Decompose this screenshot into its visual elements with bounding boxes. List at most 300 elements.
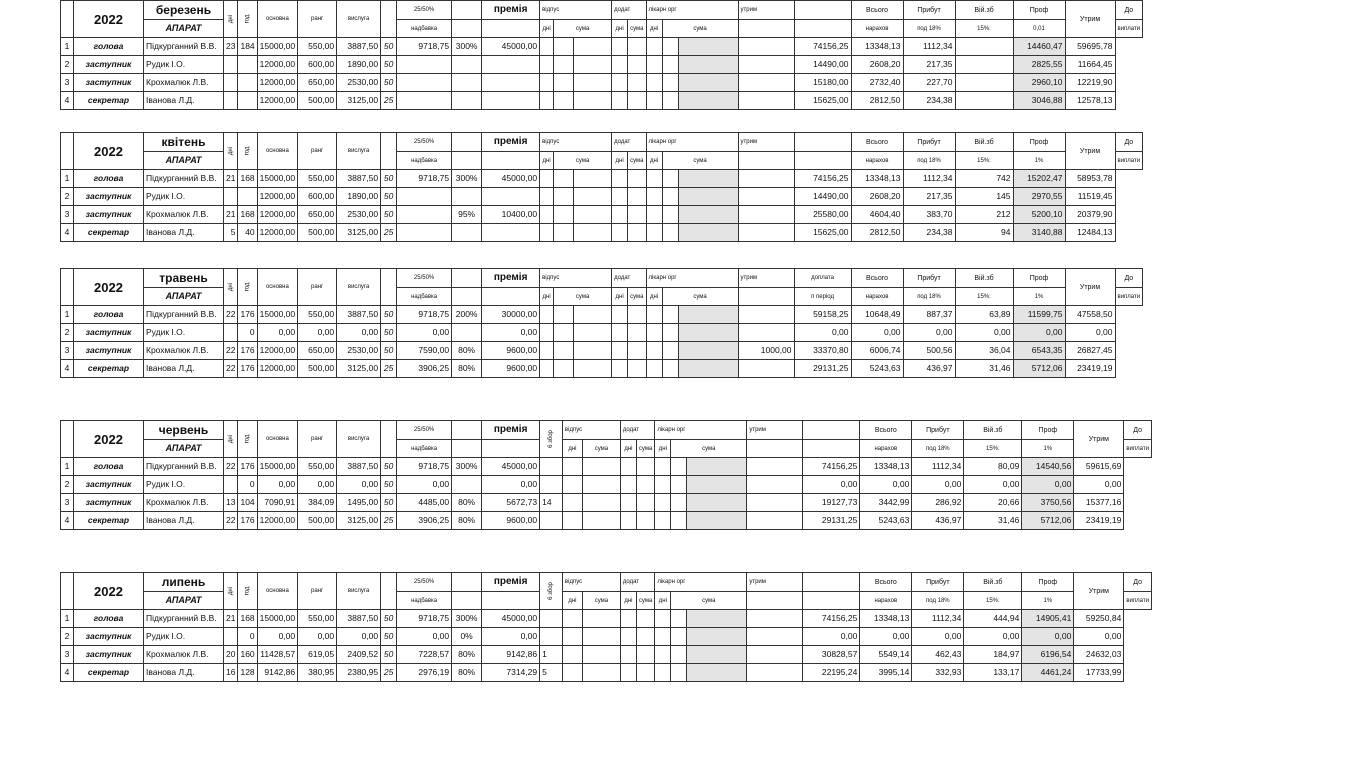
deduction <box>678 56 738 74</box>
sick-sum-header: сума <box>662 152 738 170</box>
employee-name: Підкурганний В.В. <box>144 610 224 628</box>
row-number: 4 <box>61 92 74 110</box>
pct15-header: 15%: <box>955 288 1013 306</box>
rank-pay: 500,00 <box>298 512 337 530</box>
six-zbor-value <box>540 512 563 530</box>
apparatus-label: АПАРАТ <box>144 592 224 610</box>
withheld-header: Утрим <box>1074 421 1124 458</box>
days: 5 <box>224 224 238 242</box>
total-accrued: 74156,25 <box>803 610 860 628</box>
total-header: Всього <box>851 269 903 288</box>
extra-header: додат <box>612 269 646 288</box>
blank <box>738 56 794 74</box>
total-accrued: 59158,25 <box>794 306 851 324</box>
hours: 0 <box>238 476 257 494</box>
payout-header: До <box>1124 573 1152 592</box>
six-zbor-value <box>540 476 563 494</box>
apparatus-label: АПАРАТ <box>144 288 224 306</box>
vac-extra <box>582 610 620 628</box>
rank-pay: 0,00 <box>298 628 337 646</box>
vac-extra <box>574 56 612 74</box>
blank <box>747 512 803 530</box>
base-salary: 15000,00 <box>257 38 297 56</box>
income-tax: 13348,13 <box>851 170 903 188</box>
seniority-pay: 3887,50 <box>337 170 381 188</box>
income-tax: 6006,74 <box>851 342 903 360</box>
seniority-pct: 50 <box>381 476 397 494</box>
header-row-2 <box>61 152 1143 170</box>
base-header: основна <box>257 1 297 38</box>
base-salary: 15000,00 <box>257 458 297 476</box>
bonus-pct: 80% <box>452 512 482 530</box>
military-header: Вій.зб <box>955 133 1013 152</box>
six-zbor-value <box>540 188 554 206</box>
military-levy: 286,92 <box>912 494 964 512</box>
withheld-total: 4461,24 <box>1022 664 1074 682</box>
sick-sum-header: сума <box>671 440 747 458</box>
premia-amount: 45000,00 <box>482 610 540 628</box>
union-fee: 0,00 <box>964 476 1022 494</box>
vac-extra <box>574 188 612 206</box>
base-salary: 15000,00 <box>257 170 297 188</box>
base-header: основна <box>257 421 297 458</box>
extra-sum <box>636 458 654 476</box>
seniority-pay: 0,00 <box>337 324 381 342</box>
net-payout: 0,00 <box>1065 324 1115 342</box>
net-payout: 17733,99 <box>1074 664 1124 682</box>
header-row-1 <box>61 133 1143 152</box>
sick-sum <box>671 512 687 530</box>
base-salary: 12000,00 <box>257 342 297 360</box>
seniority-pct: 50 <box>381 342 397 360</box>
vacation-header: відпус <box>540 1 612 20</box>
total-accrued: 22195,24 <box>803 664 860 682</box>
sick-days <box>646 324 662 342</box>
union-fee <box>955 74 1013 92</box>
sick-sum <box>662 224 678 242</box>
pct-header <box>452 133 482 152</box>
bonus-amount: 3906,25 <box>397 512 452 530</box>
vac-days-header: дні <box>562 440 582 458</box>
vac-sum <box>554 188 574 206</box>
extra-days <box>620 458 636 476</box>
extra-sum <box>628 188 646 206</box>
extra-sum <box>628 306 646 324</box>
sick-days <box>646 170 662 188</box>
extra-days <box>620 628 636 646</box>
seniority-pay: 3887,50 <box>337 610 381 628</box>
union-fee: 444,94 <box>964 610 1022 628</box>
union-fee: 0,00 <box>955 324 1013 342</box>
bonus-header: надбавка <box>397 20 452 38</box>
blank <box>738 288 794 306</box>
year-label: 2022 <box>74 1 144 38</box>
position: голова <box>74 610 144 628</box>
sick-sum <box>671 646 687 664</box>
rank-pay: 550,00 <box>298 610 337 628</box>
blank <box>747 628 803 646</box>
extra-sum <box>636 494 654 512</box>
hours-header <box>238 133 257 170</box>
sick-sum <box>662 342 678 360</box>
month-label: березень <box>144 1 224 20</box>
hours-header-text: год <box>244 14 251 24</box>
deduction <box>687 476 747 494</box>
deduction <box>687 646 747 664</box>
sick-days <box>655 664 671 682</box>
extra-days <box>612 306 628 324</box>
blank <box>747 646 803 664</box>
withheld-total: 0,00 <box>1022 628 1074 646</box>
position: заступник <box>74 56 144 74</box>
blank <box>803 592 860 610</box>
days: 16 <box>224 664 238 682</box>
blank <box>747 458 803 476</box>
bonus-amount: 0,00 <box>397 324 452 342</box>
blank <box>794 20 851 38</box>
military-levy: 1112,34 <box>912 458 964 476</box>
extra-sum-header: сума <box>628 288 646 306</box>
rank-pay: 0,00 <box>298 476 337 494</box>
bonus-amount <box>397 206 452 224</box>
net-payout: 0,00 <box>1074 476 1124 494</box>
table-row <box>61 360 1143 378</box>
rank-pay: 619,05 <box>298 646 337 664</box>
hours-header-text: год <box>244 586 251 596</box>
vac-extra <box>574 306 612 324</box>
premia-amount <box>482 92 540 110</box>
employee-name: Підкурганний В.В. <box>144 458 224 476</box>
seniority-pct: 25 <box>381 512 397 530</box>
sick-sum-header: сума <box>671 592 747 610</box>
total-accrued: 0,00 <box>803 476 860 494</box>
sick-days <box>655 610 671 628</box>
withheld-header: Утрим <box>1065 1 1115 38</box>
income-tax: 10648,49 <box>851 306 903 324</box>
sick-days <box>655 476 671 494</box>
accrued-header: нарахов <box>851 20 903 38</box>
bonus-amount <box>397 56 452 74</box>
days: 22 <box>224 306 238 324</box>
blank <box>482 440 540 458</box>
position: заступник <box>74 628 144 646</box>
premia-amount: 9600,00 <box>482 512 540 530</box>
seniority-pay: 2530,00 <box>337 206 381 224</box>
hours: 176 <box>238 458 257 476</box>
premia-amount: 0,00 <box>482 324 540 342</box>
employee-name: Підкурганний В.В. <box>144 170 224 188</box>
income-tax: 0,00 <box>860 476 912 494</box>
rank-pay: 500,00 <box>298 92 337 110</box>
base-salary: 0,00 <box>257 628 297 646</box>
table-row <box>61 206 1143 224</box>
vac-extra <box>574 92 612 110</box>
pct15-header: 15%: <box>964 440 1022 458</box>
premia-amount: 0,00 <box>482 476 540 494</box>
seniority-header: вислуга <box>337 133 381 170</box>
hours: 104 <box>238 494 257 512</box>
table-row <box>61 324 1143 342</box>
union-fee: 31,46 <box>964 512 1022 530</box>
bonus-amount <box>397 92 452 110</box>
base-salary: 11428,57 <box>257 646 297 664</box>
extra-days-header: дні <box>612 20 628 38</box>
days <box>224 324 238 342</box>
sick-days <box>646 360 662 378</box>
year-label: 2022 <box>74 269 144 306</box>
extra-sum <box>628 170 646 188</box>
doplata-amount: 1000,00 <box>738 342 794 360</box>
blank-header <box>794 133 851 152</box>
sick-sum-header: сума <box>662 20 738 38</box>
six-zbor-value <box>540 306 554 324</box>
blank <box>482 592 540 610</box>
extra-header: додат <box>612 133 646 152</box>
deduction <box>687 664 747 682</box>
days: 21 <box>224 206 238 224</box>
employee-name: Рудик І.О. <box>144 56 224 74</box>
prof-pct-header: 1% <box>1022 592 1074 610</box>
blank <box>738 38 794 56</box>
vac-sum-header: сума <box>582 592 620 610</box>
prof-pct-header: 1% <box>1022 440 1074 458</box>
blank <box>738 170 794 188</box>
hours: 160 <box>238 646 257 664</box>
pct50-header <box>381 133 397 170</box>
extra-sum <box>628 206 646 224</box>
extra-header: додат <box>620 573 654 592</box>
bonus-pct: 0% <box>452 628 482 646</box>
table-row <box>61 342 1143 360</box>
blank-header <box>794 1 851 20</box>
extra-days-header: дні <box>620 440 636 458</box>
union-header: Проф <box>1022 573 1074 592</box>
employee-name: Крохмалюк Л.В. <box>144 494 224 512</box>
extra-days-header: дні <box>612 152 628 170</box>
withheld-total: 3140,88 <box>1013 224 1065 242</box>
total-accrued: 74156,25 <box>803 458 860 476</box>
premia-header: премія <box>482 421 540 440</box>
rank-pay: 384,09 <box>298 494 337 512</box>
total-accrued: 15180,00 <box>794 74 851 92</box>
six-zbor-value <box>540 224 554 242</box>
seniority-pay: 1495,00 <box>337 494 381 512</box>
net-payout: 0,00 <box>1074 628 1124 646</box>
extra-sum-header: сума <box>636 592 654 610</box>
premia-header: премія <box>482 1 540 20</box>
total-accrued: 33370,80 <box>794 342 851 360</box>
deduction-header: утрим <box>747 421 803 440</box>
extra-days <box>612 92 628 110</box>
six-zbor-value <box>540 628 563 646</box>
hours: 168 <box>238 170 257 188</box>
withheld-total: 5712,06 <box>1022 512 1074 530</box>
blank <box>482 288 540 306</box>
extra-days <box>612 342 628 360</box>
bonus-pct: 300% <box>452 170 482 188</box>
hours: 40 <box>238 224 257 242</box>
union-fee: 63,89 <box>955 306 1013 324</box>
vac-extra <box>582 646 620 664</box>
total-header: Всього <box>860 573 912 592</box>
payroll-table-3 <box>60 268 1143 378</box>
position: секретар <box>74 664 144 682</box>
table-row <box>61 188 1143 206</box>
rank-header: ранг <box>298 133 337 170</box>
days-header-text: дні <box>227 434 234 444</box>
extra-sum <box>628 56 646 74</box>
hours-header <box>238 269 257 306</box>
withheld-total: 0,00 <box>1022 476 1074 494</box>
six-zbor-value <box>540 206 554 224</box>
extra-sum <box>628 360 646 378</box>
withheld-total: 5712,06 <box>1013 360 1065 378</box>
employee-name: Підкурганний В.В. <box>144 306 224 324</box>
bonus-pct <box>452 224 482 242</box>
net-payout: 11519,45 <box>1065 188 1115 206</box>
vac-sum <box>554 224 574 242</box>
withheld-total: 2970,55 <box>1013 188 1065 206</box>
table-row <box>61 628 1152 646</box>
vac-extra <box>582 476 620 494</box>
row-number: 3 <box>61 74 74 92</box>
extra-days <box>612 74 628 92</box>
sick-days <box>646 206 662 224</box>
extra-sum-header: сума <box>628 152 646 170</box>
doplata-header: доплата <box>794 269 851 288</box>
deduction <box>678 74 738 92</box>
net-payout: 11664,45 <box>1065 56 1115 74</box>
sick-days-header: дні <box>646 288 662 306</box>
header-row-1 <box>61 1 1143 20</box>
rank-pay: 550,00 <box>298 170 337 188</box>
days <box>224 74 238 92</box>
vac-extra <box>574 360 612 378</box>
seniority-pct: 25 <box>381 360 397 378</box>
hours: 128 <box>238 664 257 682</box>
net-payout: 23419,19 <box>1074 512 1124 530</box>
extra-days <box>612 206 628 224</box>
deduction <box>687 628 747 646</box>
military-levy: 332,93 <box>912 664 964 682</box>
union-fee: 20,66 <box>964 494 1022 512</box>
days-header <box>224 421 238 458</box>
net-payout: 23419,19 <box>1065 360 1115 378</box>
total-header: Всього <box>860 421 912 440</box>
days-header-text: дні <box>227 146 234 156</box>
income-tax: 2812,50 <box>851 224 903 242</box>
rank-pay: 550,00 <box>298 38 337 56</box>
military-levy: 0,00 <box>912 476 964 494</box>
deduction <box>678 170 738 188</box>
base-salary: 12000,00 <box>257 206 297 224</box>
six-zbor-value <box>540 56 554 74</box>
withheld-total: 3750,56 <box>1022 494 1074 512</box>
extra-sum <box>636 512 654 530</box>
withheld-total: 14905,41 <box>1022 610 1074 628</box>
total-accrued: 14490,00 <box>794 56 851 74</box>
hours: 0 <box>238 628 257 646</box>
blank <box>452 152 482 170</box>
union-fee: 31,46 <box>955 360 1013 378</box>
deduction <box>687 610 747 628</box>
bonus-amount: 9718,75 <box>397 170 452 188</box>
blank <box>747 494 803 512</box>
withheld-total: 15202,47 <box>1013 170 1065 188</box>
row-number: 3 <box>61 342 74 360</box>
military-levy: 227,70 <box>903 74 955 92</box>
vac-sum <box>562 512 582 530</box>
row-number: 1 <box>61 38 74 56</box>
total-header: Всього <box>851 133 903 152</box>
extra-header: додат <box>612 1 646 20</box>
hours: 176 <box>238 306 257 324</box>
withheld-header: Утрим <box>1074 573 1124 610</box>
bonus-pct: 80% <box>452 646 482 664</box>
days: 23 <box>224 38 238 56</box>
military-levy: 234,38 <box>903 224 955 242</box>
total-accrued: 15625,00 <box>794 92 851 110</box>
premia-amount: 45000,00 <box>482 38 540 56</box>
income-tax: 2608,20 <box>851 188 903 206</box>
blank <box>738 74 794 92</box>
bonus-pct <box>452 324 482 342</box>
bonus-amount: 7590,00 <box>397 342 452 360</box>
hours-header <box>238 421 257 458</box>
vac-sum <box>562 646 582 664</box>
premia-amount: 9600,00 <box>482 342 540 360</box>
sick-days-header: дні <box>655 440 671 458</box>
premia-header: премія <box>482 573 540 592</box>
vac-sum <box>562 610 582 628</box>
total-accrued: 19127,73 <box>803 494 860 512</box>
bonus-pct: 80% <box>452 664 482 682</box>
income-tax: 2812,50 <box>851 92 903 110</box>
blank <box>747 592 803 610</box>
bonus-amount: 4485,00 <box>397 494 452 512</box>
premia-amount: 5672,73 <box>482 494 540 512</box>
hours: 168 <box>238 206 257 224</box>
hours: 176 <box>238 512 257 530</box>
blank-header <box>803 573 860 592</box>
employee-name: Іванова Л.Д. <box>144 664 224 682</box>
prof-pct-header: 1% <box>1013 288 1065 306</box>
withheld-header: Утрим <box>1065 269 1115 306</box>
employee-name: Рудик І.О. <box>144 628 224 646</box>
employee-name: Іванова Л.Д. <box>144 360 224 378</box>
hours: 184 <box>238 38 257 56</box>
base-salary: 12000,00 <box>257 56 297 74</box>
bonus-pct-header: 25/50% <box>397 421 452 440</box>
month-label: травень <box>144 269 224 288</box>
military-levy: 217,35 <box>903 188 955 206</box>
employee-name: Іванова Л.Д. <box>144 512 224 530</box>
deduction <box>687 494 747 512</box>
base-salary: 0,00 <box>257 324 297 342</box>
days <box>224 188 238 206</box>
bonus-pct: 80% <box>452 360 482 378</box>
bonus-amount <box>397 74 452 92</box>
vac-sum <box>562 476 582 494</box>
hours: 0 <box>238 324 257 342</box>
position: заступник <box>74 188 144 206</box>
vac-extra <box>574 224 612 242</box>
corner-cell <box>61 269 74 306</box>
table-row <box>61 56 1143 74</box>
seniority-pay: 0,00 <box>337 476 381 494</box>
sick-header: лікарн орг <box>646 269 738 288</box>
position: секретар <box>74 512 144 530</box>
